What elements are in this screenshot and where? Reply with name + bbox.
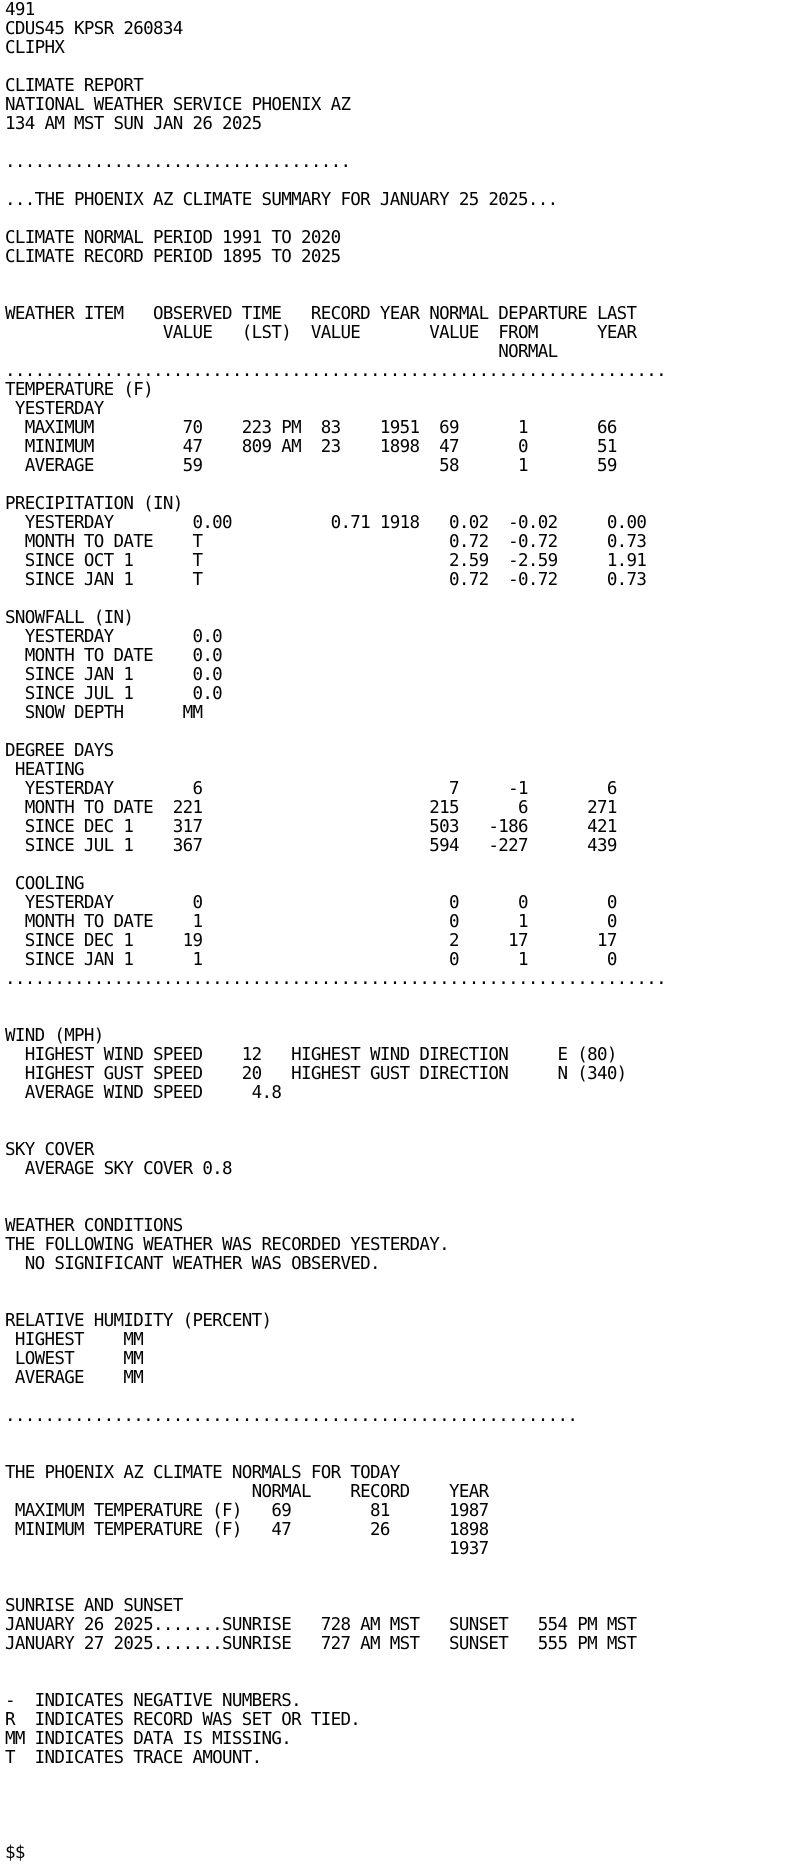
report-line: SNOWFALL (IN) [5,608,134,628]
report-line: CDUS45 KPSR 260834 [5,19,183,39]
report-line: THE FOLLOWING WEATHER WAS RECORDED YESTERDAY. [5,1235,449,1255]
report-line: AVERAGE MM [5,1368,144,1388]
report-line: MONTH TO DATE 0.0 [5,646,223,666]
report-line: - INDICATES NEGATIVE NUMBERS. [5,1691,301,1711]
report-line: 491 [5,0,35,20]
report-line [5,856,810,875]
report-line: TEMPERATURE (F) [5,380,153,400]
report-line [5,989,810,1008]
report-line [5,1198,810,1217]
report-line: YESTERDAY [5,399,104,419]
report-line: SKY COVER [5,1140,94,1160]
report-line [5,1768,810,1787]
report-line: SUNRISE AND SUNSET [5,1596,183,1616]
report-line [5,1103,810,1122]
report-line: MONTH TO DATE 221 215 6 271 [5,798,617,818]
report-line: YESTERDAY 6 7 -1 6 [5,779,617,799]
report-line: 1937 [5,1539,489,1559]
report-line [5,1293,810,1312]
report-line: CLIMATE RECORD PERIOD 1895 TO 2025 [5,247,341,267]
report-line: SINCE DEC 1 19 2 17 17 [5,931,617,951]
report-line [5,210,810,229]
report-line [5,134,810,153]
report-line: MM INDICATES DATA IS MISSING. [5,1729,292,1749]
report-line: JANUARY 26 2025.......SUNRISE 728 AM MST SUNSET 554 PM MST [5,1615,637,1635]
report-line [5,1008,810,1027]
report-line: HIGHEST GUST SPEED 20 HIGHEST GUST DIRECTION N (340) [5,1064,627,1084]
report-line: R INDICATES RECORD WAS SET OR TIED. [5,1710,361,1730]
report-line: MAXIMUM 70 223 PM 83 1951 69 1 66 [5,418,617,438]
report-line: JANUARY 27 2025.......SUNRISE 727 AM MST SUNSET 555 PM MST [5,1634,637,1654]
report-line [5,723,810,742]
report-line: VALUE (LST) VALUE VALUE FROM YEAR [5,323,637,343]
report-line [5,1274,810,1293]
report-line: 134 AM MST SUN JAN 26 2025 [5,114,262,134]
report-line [5,1559,810,1578]
report-line: NORMAL RECORD YEAR [5,1482,489,1502]
report-line: YESTERDAY 0 0 0 0 [5,893,617,913]
report-line: .......................................................... [5,1406,578,1426]
report-line [5,1122,810,1141]
report-line: WEATHER ITEM OBSERVED TIME RECORD YEAR NORMAL DEPARTURE LAST [5,304,637,324]
report-line: SINCE OCT 1 T 2.59 -2.59 1.91 [5,551,647,571]
report-line [5,286,810,305]
report-line: HIGHEST MM [5,1330,144,1350]
report-line: COOLING [5,874,84,894]
report-line: SINCE JUL 1 367 594 -227 439 [5,836,617,856]
report-line: SINCE DEC 1 317 503 -186 421 [5,817,617,837]
report-line: MINIMUM 47 809 AM 23 1898 47 0 51 [5,437,617,457]
report-line: RELATIVE HUMIDITY (PERCENT) [5,1311,272,1331]
report-line: T INDICATES TRACE AMOUNT. [5,1748,262,1768]
report-line [5,1673,810,1692]
report-line [5,1388,810,1407]
report-line [5,1654,810,1673]
report-line: NORMAL [5,342,558,362]
report-line: SINCE JAN 1 0.0 [5,665,223,685]
report-line: HIGHEST WIND SPEED 12 HIGHEST WIND DIRECTION E (80) [5,1045,617,1065]
report-line: MINIMUM TEMPERATURE (F) 47 26 1898 [5,1520,489,1540]
report-line: SINCE JAN 1 T 0.72 -0.72 0.73 [5,570,647,590]
report-line: MONTH TO DATE T 0.72 -0.72 0.73 [5,532,647,552]
report-line: AVERAGE WIND SPEED 4.8 [5,1083,282,1103]
report-line: NO SIGNIFICANT WEATHER WAS OBSERVED. [5,1254,380,1274]
report-line [5,1179,810,1198]
report-line: DEGREE DAYS [5,741,114,761]
report-line: SNOW DEPTH MM [5,703,203,723]
report-line [5,1787,810,1806]
report-line: CLIPHX [5,38,65,58]
report-line: SINCE JAN 1 1 0 1 0 [5,950,617,970]
report-line [5,1806,810,1825]
report-line: YESTERDAY 0.00 0.71 1918 0.02 -0.02 0.00 [5,513,647,533]
report-line: $$ [5,1843,25,1863]
report-line [5,590,810,609]
report-line: MONTH TO DATE 1 0 1 0 [5,912,617,932]
report-line: CLIMATE REPORT [5,76,144,96]
report-line: YESTERDAY 0.0 [5,627,223,647]
report-line [5,58,810,77]
report-line [5,1578,810,1597]
report-line: ................................................................... [5,969,667,989]
report-line: AVERAGE SKY COVER 0.8 [5,1159,232,1179]
report-line: WEATHER CONDITIONS [5,1216,183,1236]
report-line: AVERAGE 59 58 1 59 [5,456,617,476]
report-line: ...THE PHOENIX AZ CLIMATE SUMMARY FOR JANUARY 25 2025... [5,190,558,210]
report-line [5,1445,810,1464]
report-line: THE PHOENIX AZ CLIMATE NORMALS FOR TODAY [5,1463,400,1483]
report-line: PRECIPITATION (IN) [5,494,183,514]
report-line: MAXIMUM TEMPERATURE (F) 69 81 1987 [5,1501,489,1521]
report-line: SINCE JUL 1 0.0 [5,684,223,704]
report-line: HEATING [5,760,84,780]
report-line: ................................................................... [5,361,667,381]
report-line [5,476,810,495]
report-line: LOWEST MM [5,1349,144,1369]
report-line: WIND (MPH) [5,1026,104,1046]
report-line: NATIONAL WEATHER SERVICE PHOENIX AZ [5,95,351,115]
report-line: ................................... [5,152,351,172]
report-line [5,172,810,191]
report-line [5,267,810,286]
report-line [5,1825,810,1844]
report-line [5,1426,810,1445]
report-line: CLIMATE NORMAL PERIOD 1991 TO 2020 [5,228,341,248]
